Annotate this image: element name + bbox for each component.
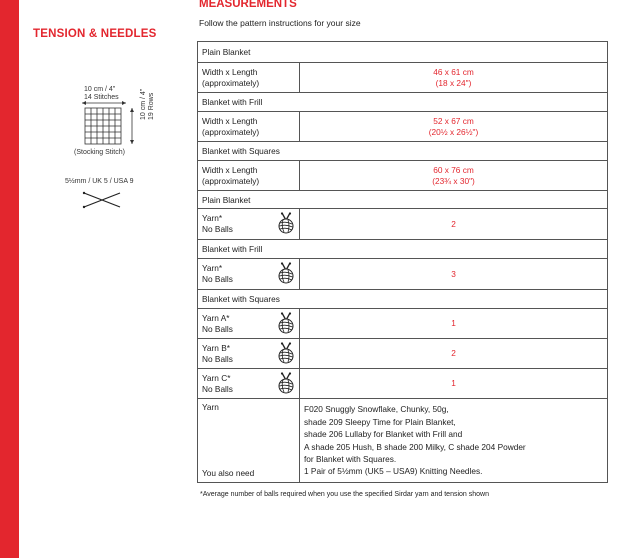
size-label	[198, 112, 300, 142]
size-label-line1: Width x Length	[202, 66, 258, 77]
req-line: for Blanket with Squares.	[304, 453, 397, 464]
swatch-rows: 19 Rows	[148, 92, 155, 120]
yarn-label: Yarn*	[202, 213, 223, 223]
swatch-grid-diagram	[80, 100, 128, 148]
size-row-plain	[198, 63, 608, 93]
squares-size-in: (23¾ x 30")	[432, 175, 475, 186]
yarn-ball-icon	[276, 372, 296, 394]
crossed-needles-icon	[82, 190, 122, 210]
yarn-ball-icon	[276, 262, 296, 284]
section-row-squares	[198, 142, 608, 161]
size-label-line1: Width x Length	[202, 115, 258, 126]
yarn-ball-icon	[276, 342, 296, 364]
yarn-label-cell	[198, 259, 300, 290]
footnote: *Average number of balls required when you use the specified Sirdar yarn and tension shown	[200, 491, 489, 498]
no-balls-label: No Balls	[202, 224, 233, 234]
yarn-row-a	[198, 309, 608, 339]
yarn-ball-icon	[276, 312, 296, 334]
req-line: F020 Snuggly Snowflake, Chunky, 50g,	[304, 404, 449, 415]
yarn-b-label: Yarn B*	[202, 342, 230, 353]
section-squares-yarn: Blanket with Squares	[198, 290, 608, 309]
req-line: 1 Pair of 5½mm (UK5 – USA9) Knitting Needles.	[304, 466, 483, 477]
squares-size-cm: 60 x 76 cm	[433, 164, 474, 175]
requirements-text	[300, 399, 608, 483]
section-row-squares-yarn	[198, 290, 608, 309]
swatch-caption: (Stocking Stitch)	[74, 149, 125, 156]
yarn-ball-icon	[276, 212, 296, 234]
requirements-row	[198, 399, 608, 483]
yarn-label-cell	[198, 309, 300, 339]
measurements-title: MEASUREMENTS	[199, 0, 297, 10]
yarn-label-cell	[198, 209, 300, 240]
size-value-frill	[300, 112, 608, 142]
section-row-frill-yarn	[198, 240, 608, 259]
swatch-height: 10 cm / 4"	[140, 88, 147, 120]
yarn-c-balls: 1	[300, 369, 608, 399]
section-plain-blanket-yarn: Plain Blanket	[198, 191, 608, 209]
frill-size-cm: 52 x 67 cm	[433, 115, 474, 126]
plain-size-cm: 46 x 61 cm	[433, 66, 474, 77]
size-value-plain	[300, 63, 608, 93]
no-balls-label: No Balls	[202, 353, 233, 364]
red-margin-bar	[0, 0, 19, 558]
no-balls-label: No Balls	[202, 383, 233, 394]
swatch-height-label	[140, 89, 156, 120]
yarn-c-label: Yarn C*	[202, 372, 231, 383]
frill-size-in: (20½ x 26½")	[428, 126, 479, 137]
size-label-line1: Width x Length	[202, 164, 258, 175]
section-frill-yarn: Blanket with Frill	[198, 240, 608, 259]
size-label	[198, 161, 300, 191]
section-row-frill	[198, 93, 608, 112]
size-label-line2: (approximately)	[202, 126, 260, 137]
yarn-row-b	[198, 339, 608, 369]
plain-size-in: (18 x 24")	[435, 77, 472, 88]
req-line: shade 206 Lullaby for Blanket with Frill and	[304, 429, 463, 440]
req-also-label: You also need	[202, 468, 255, 478]
tension-title: TENSION & NEEDLES	[33, 28, 157, 40]
yarn-a-balls: 1	[300, 309, 608, 339]
yarn-b-balls: 2	[300, 339, 608, 369]
size-label	[198, 63, 300, 93]
no-balls-label: No Balls	[202, 274, 233, 284]
frill-balls: 3	[300, 259, 608, 290]
yarn-label-cell	[198, 369, 300, 399]
needle-size-label: 5½mm / UK 5 / USA 9	[65, 178, 134, 185]
yarn-row-frill	[198, 259, 608, 290]
size-row-squares	[198, 161, 608, 191]
yarn-label-cell	[198, 339, 300, 369]
plain-balls: 2	[300, 209, 608, 240]
measurements-subtitle: Follow the pattern instructions for your size	[199, 18, 361, 28]
swatch-stitches: 14 Stitches	[84, 94, 119, 101]
height-arrow	[128, 106, 136, 146]
requirements-label-cell	[198, 399, 300, 483]
size-label-line2: (approximately)	[202, 77, 260, 88]
section-frill: Blanket with Frill	[198, 93, 608, 112]
no-balls-label: No Balls	[202, 323, 233, 334]
swatch-width: 10 cm / 4"	[84, 86, 116, 93]
size-value-squares	[300, 161, 608, 191]
section-row-plain-yarn	[198, 191, 608, 209]
yarn-a-label: Yarn A*	[202, 312, 230, 323]
section-squares: Blanket with Squares	[198, 142, 608, 161]
req-yarn-label: Yarn	[202, 402, 219, 412]
section-row-plain	[198, 42, 608, 63]
yarn-label: Yarn*	[202, 263, 223, 273]
req-line: shade 209 Sleepy Time for Plain Blanket,	[304, 416, 456, 427]
req-line: A shade 205 Hush, B shade 200 Milky, C shade 204 Powder	[304, 441, 526, 452]
yarn-row-c	[198, 369, 608, 399]
measurements-table	[197, 41, 608, 483]
size-label-line2: (approximately)	[202, 175, 260, 186]
yarn-row-plain	[198, 209, 608, 240]
section-plain-blanket: Plain Blanket	[198, 42, 608, 63]
size-row-frill	[198, 112, 608, 142]
